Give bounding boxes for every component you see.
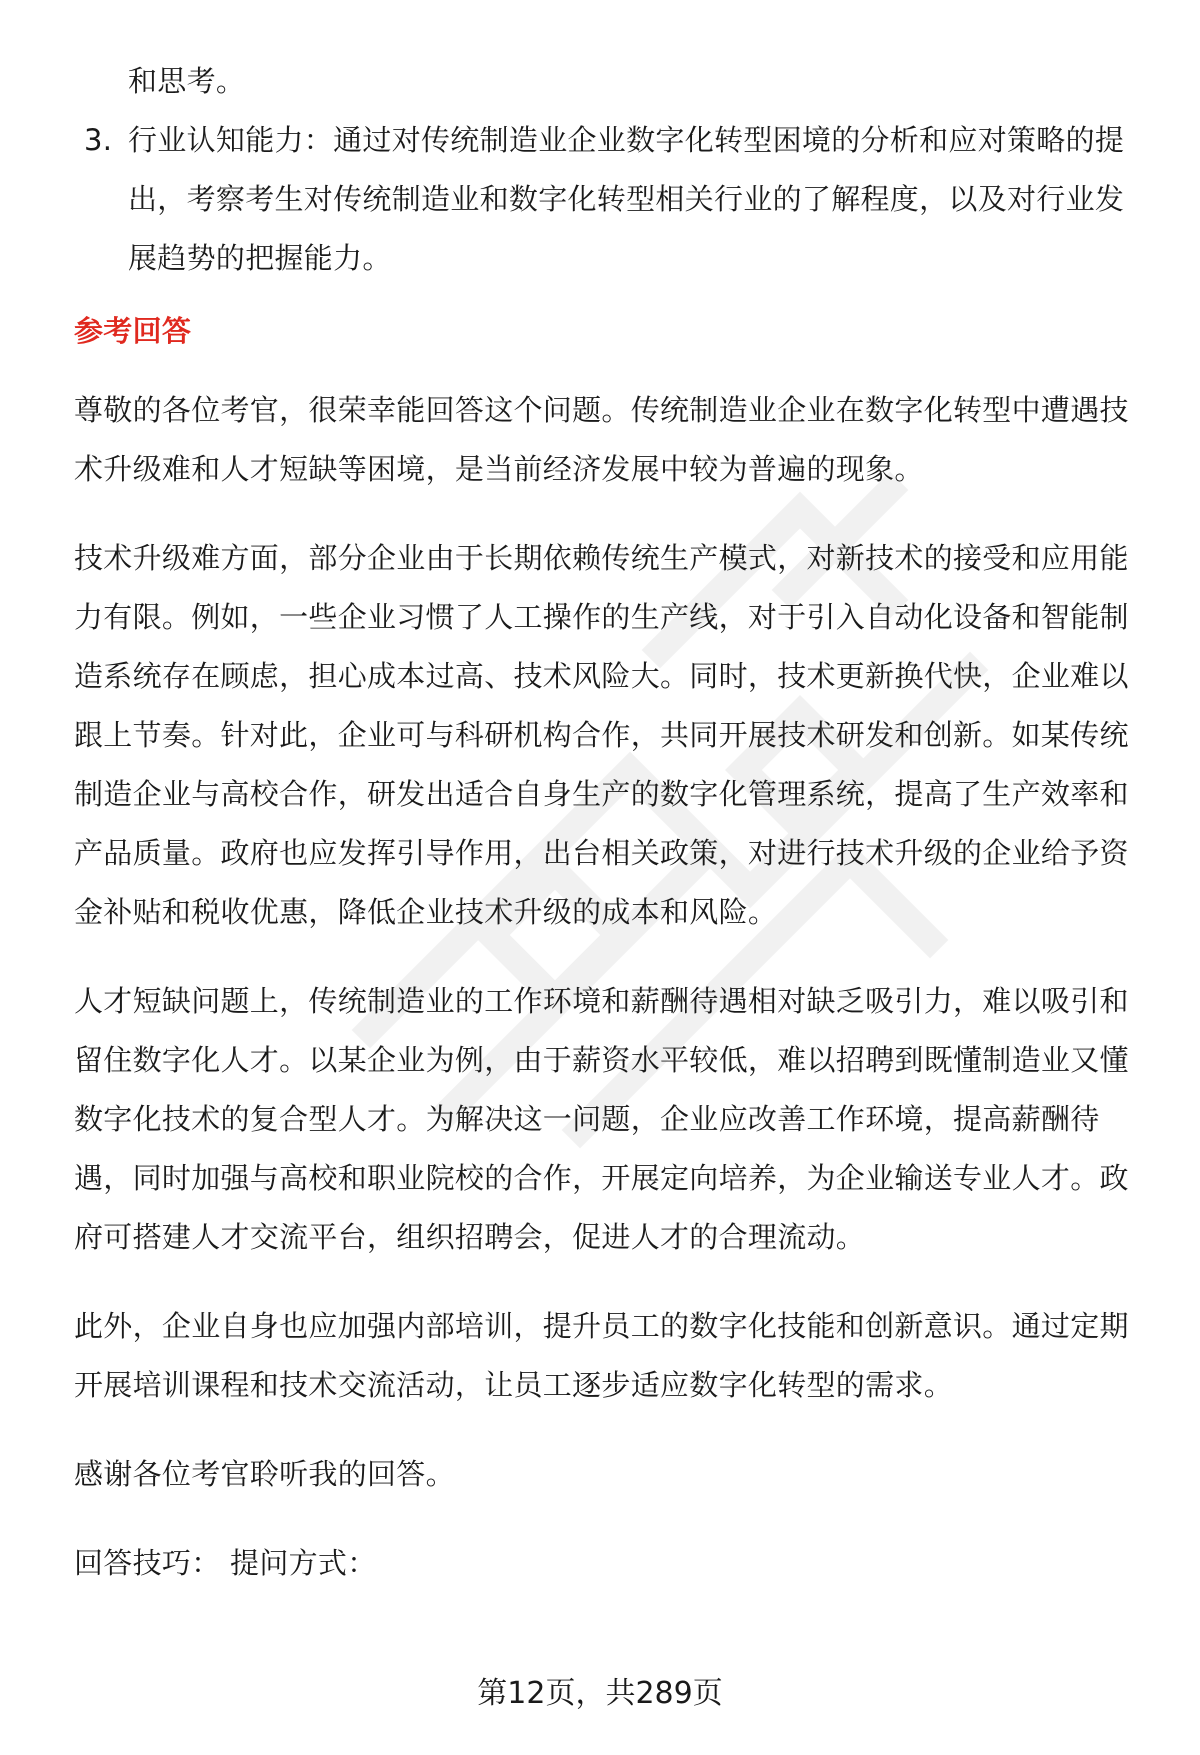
section-heading: 参考回答: [74, 314, 192, 348]
paragraph-technology: 技术升级难方面，部分企业由于长期依赖传统生产模式，对新技术的接受和应用能力有限。例如，一些企业习惯了人工操作的生产线，对于引入自动化设备和智能制造系统存在顾虑，担心成本过高、技术风险大。同时，技术更新换代快，企业难以跟上节奏。针对此，企业可与科研机构合作，共同开展技术研发和创新。如某传统制造企业与高校合作，研发出适合自身生产的数字化管理系统，提高了生产效率和产品质量。政府也应发挥引导作用，出台相关政策，对进行技术升级的企业给予资金补贴和税收优惠，降低企业技术升级的成本和风险。: [74, 541, 1129, 929]
document-body: [74, 52, 1144, 1623]
paragraph-training: 此外，企业自身也应加强内部培训，提升员工的数字化技能和创新意识。通过定期开展培训课程和技术交流活动，让员工逐步适应数字化转型的需求。: [74, 1309, 1129, 1402]
page-number: 第12页，共289页: [477, 1676, 723, 1711]
paragraph-thanks: 感谢各位考官聆听我的回答。: [74, 1457, 455, 1491]
continued-fragment: 和思考。: [128, 64, 246, 98]
paragraph-intro: 尊敬的各位考官，很荣幸能回答这个问题。传统制造业企业在数字化转型中遭遇技术升级难和人才短缺等困境，是当前经济发展中较为普遍的现象。: [74, 393, 1129, 486]
list-number: 3.: [84, 123, 113, 157]
list-item-3: [74, 111, 1144, 288]
paragraph-talent: 人才短缺问题上，传统制造业的工作环境和薪酬待遇相对缺乏吸引力，难以吸引和留住数字化人才。以某企业为例，由于薪资水平较低，难以招聘到既懂制造业又懂数字化技术的复合型人才。为解决这一问题，企业应改善工作环境，提高薪酬待遇，同时加强与高校和职业院校的合作，开展定向培养，为企业输送专业人才。政府可搭建人才交流平台，组织招聘会，促进人才的合理流动。: [74, 984, 1129, 1254]
list-item-text: 行业认知能力：通过对传统制造业企业数字化转型困境的分析和应对策略的提出，考察考生对传统制造业和数字化转型相关行业的了解程度，以及对行业发展趋势的把握能力。: [128, 123, 1125, 275]
paragraph-tips: 回答技巧： 提问方式：: [74, 1546, 377, 1580]
